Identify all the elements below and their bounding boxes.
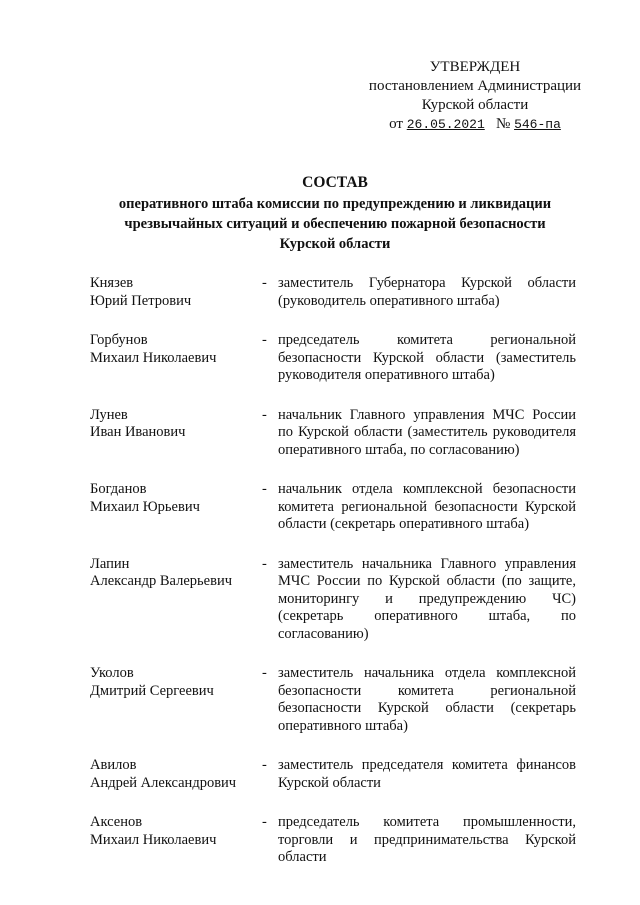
member-surname: Горбунов [90, 332, 148, 348]
approval-line2: Курской области [421, 97, 529, 113]
subtitle-line-1: оперативного штаба комиссии по предупреждению и ликвидации [118, 196, 552, 212]
approval-date: 26.05.2021 [406, 117, 485, 132]
member-given-name: Михаил Николаевич [90, 831, 217, 848]
member-given-name: Дмитрий Сергеевич [90, 682, 214, 699]
member-surname: Князев [90, 275, 134, 291]
member-role: заместитель начальника отдела комплексной безопасности комитета региональной безопасности Курской области (секретарь оперативного штаба) [278, 665, 576, 734]
member-dash: - [262, 665, 267, 681]
member-surname: Авилов [90, 757, 137, 773]
member-dash: - [262, 332, 267, 348]
member-name [90, 757, 262, 792]
member-role: председатель комитета региональной безопасности Курской области (заместитель руководителя оперативного штаба) [278, 332, 576, 383]
member-dash: - [262, 481, 267, 497]
member-surname: Богданов [90, 481, 147, 497]
member-name [90, 275, 262, 310]
approval-number: 546-па [514, 117, 561, 132]
member-given-name: Михаил Юрьевич [90, 498, 200, 515]
number-prefix: № [496, 116, 511, 132]
member-surname: Уколов [90, 665, 134, 681]
approval-date-line [360, 115, 590, 134]
member-name [90, 814, 262, 867]
member-given-name: Андрей Александрович [90, 774, 237, 791]
member-role: председатель комитета промышленности, торговли и предпринимательства Курской области [278, 814, 576, 865]
subtitle-line-2: чрезвычайных ситуаций и обеспечению пожарной безопасности [124, 216, 546, 232]
member-row [90, 275, 590, 310]
member-row [90, 332, 590, 385]
member-given-name: Иван Иванович [90, 424, 186, 440]
member-name [90, 665, 262, 735]
subtitle-line-3: Курской области [279, 236, 391, 252]
document-title: СОСТАВ [302, 174, 368, 191]
member-surname: Лапин [90, 555, 130, 572]
date-prefix: от [389, 116, 403, 132]
member-surname: Лунев [90, 406, 128, 423]
member-row [90, 407, 590, 460]
member-role: заместитель председателя комитета финансов Курской области [278, 757, 576, 791]
members-list [90, 275, 590, 889]
member-row [90, 665, 590, 735]
approval-line1: постановлением Администрации [368, 78, 582, 94]
member-given-name: Александр Валерьевич [90, 573, 232, 589]
member-row [90, 757, 590, 792]
member-name [90, 556, 262, 644]
approval-title: УТВЕРЖДЕН [429, 59, 521, 75]
member-given-name: Юрий Петрович [90, 292, 192, 309]
member-role: начальник Главного управления МЧС России по Курской области (заместитель руководителя оперативного штаба, по согласованию) [278, 406, 576, 458]
member-role: заместитель Губернатора Курской области (руководитель оперативного штаба) [278, 275, 576, 309]
member-role: заместитель начальника Главного управления МЧС России по Курской области (по защите, мониторингу и предупреждению ЧС) (секретарь оперативного штаба, по согласованию) [278, 555, 576, 642]
member-dash: - [262, 275, 267, 291]
document-heading [80, 173, 590, 254]
member-name [90, 407, 262, 460]
member-name [90, 332, 262, 385]
member-dash: - [262, 406, 267, 423]
member-dash: - [262, 757, 267, 773]
approval-stamp [360, 58, 590, 134]
member-name [90, 481, 262, 534]
member-surname: Аксенов [90, 814, 143, 830]
member-row [90, 481, 590, 534]
member-row [90, 814, 590, 867]
member-dash: - [262, 814, 267, 830]
member-role: начальник отдела комплексной безопасности комитета региональной безопасности Курской области (секретарь оперативного штаба) [278, 481, 576, 532]
member-row [90, 556, 590, 644]
member-given-name: Михаил Николаевич [90, 349, 217, 366]
member-dash: - [262, 555, 267, 572]
